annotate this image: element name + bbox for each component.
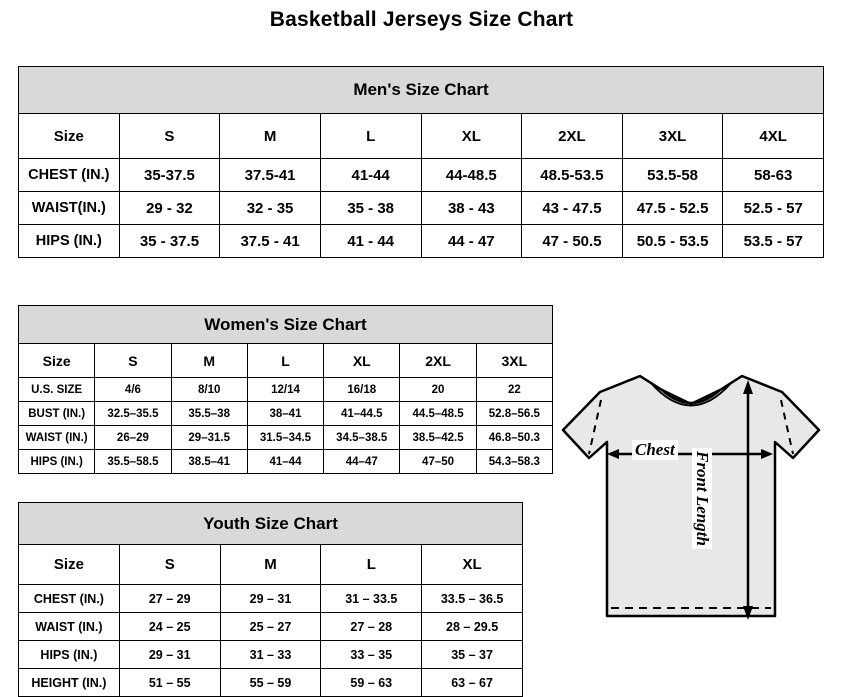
table-row bbox=[19, 159, 824, 192]
jersey-body-shape bbox=[563, 376, 819, 616]
table-cell: 59 – 63 bbox=[321, 669, 422, 697]
table-cell: 24 – 25 bbox=[119, 613, 220, 641]
row-label: HIPS (IN.) bbox=[19, 641, 120, 669]
table-cell: 38.5–41 bbox=[171, 450, 247, 474]
table-cell: 29–31.5 bbox=[171, 426, 247, 450]
youth-size-chart-section bbox=[18, 502, 523, 697]
mens-size-chart-section bbox=[18, 66, 824, 258]
row-label: HIPS (IN.) bbox=[19, 450, 95, 474]
table-row bbox=[19, 402, 553, 426]
table-caption-row bbox=[19, 67, 824, 114]
table-cell: 29 – 31 bbox=[220, 585, 321, 613]
row-label: BUST (IN.) bbox=[19, 402, 95, 426]
table-cell: 28 – 29.5 bbox=[422, 613, 523, 641]
column-header: L bbox=[247, 344, 323, 378]
table-cell: 54.3–58.3 bbox=[476, 450, 552, 474]
row-label: HIPS (IN.) bbox=[19, 225, 120, 258]
column-header: M bbox=[171, 344, 247, 378]
column-header: 3XL bbox=[622, 114, 723, 159]
mens-size-chart-table bbox=[18, 66, 824, 258]
table-cell: 29 - 32 bbox=[119, 192, 220, 225]
table-cell: 35-37.5 bbox=[119, 159, 220, 192]
front-length-label: Front Length bbox=[692, 448, 712, 549]
row-label: CHEST (IN.) bbox=[19, 159, 120, 192]
chest-label: Chest bbox=[632, 440, 678, 460]
table-cell: 44 - 47 bbox=[421, 225, 522, 258]
table-cell: 55 – 59 bbox=[220, 669, 321, 697]
column-header: S bbox=[95, 344, 171, 378]
table-cell: 33 – 35 bbox=[321, 641, 422, 669]
column-header: M bbox=[220, 545, 321, 585]
table-cell: 52.5 - 57 bbox=[723, 192, 824, 225]
table-cell: 47 - 50.5 bbox=[522, 225, 623, 258]
row-label: U.S. SIZE bbox=[19, 378, 95, 402]
table-header-row bbox=[19, 344, 553, 378]
row-label: CHEST (IN.) bbox=[19, 585, 120, 613]
jersey-measurement-diagram bbox=[545, 358, 835, 658]
table-cell: 44–47 bbox=[324, 450, 400, 474]
table-row bbox=[19, 641, 523, 669]
row-label: WAIST (IN.) bbox=[19, 613, 120, 641]
mens-chart-caption: Men's Size Chart bbox=[19, 67, 824, 114]
column-header: Size bbox=[19, 344, 95, 378]
table-cell: 48.5-53.5 bbox=[522, 159, 623, 192]
table-cell: 35.5–38 bbox=[171, 402, 247, 426]
table-cell: 47.5 - 52.5 bbox=[622, 192, 723, 225]
table-cell: 22 bbox=[476, 378, 552, 402]
table-cell: 35 - 38 bbox=[320, 192, 421, 225]
table-cell: 41-44 bbox=[320, 159, 421, 192]
table-cell: 35 - 37.5 bbox=[119, 225, 220, 258]
table-cell: 12/14 bbox=[247, 378, 323, 402]
table-row bbox=[19, 585, 523, 613]
table-cell: 37.5-41 bbox=[220, 159, 321, 192]
womens-size-chart-table bbox=[18, 305, 553, 474]
table-cell: 44-48.5 bbox=[421, 159, 522, 192]
table-row bbox=[19, 225, 824, 258]
table-row bbox=[19, 450, 553, 474]
table-cell: 34.5–38.5 bbox=[324, 426, 400, 450]
column-header: 4XL bbox=[723, 114, 824, 159]
table-cell: 33.5 – 36.5 bbox=[422, 585, 523, 613]
table-cell: 58-63 bbox=[723, 159, 824, 192]
table-cell: 29 – 31 bbox=[119, 641, 220, 669]
table-row bbox=[19, 378, 553, 402]
column-header: L bbox=[321, 545, 422, 585]
table-cell: 16/18 bbox=[324, 378, 400, 402]
column-header: 2XL bbox=[522, 114, 623, 159]
table-cell: 32.5–35.5 bbox=[95, 402, 171, 426]
table-cell: 35 – 37 bbox=[422, 641, 523, 669]
table-cell: 4/6 bbox=[95, 378, 171, 402]
table-cell: 27 – 29 bbox=[119, 585, 220, 613]
table-row bbox=[19, 426, 553, 450]
table-cell: 31 – 33.5 bbox=[321, 585, 422, 613]
table-cell: 37.5 - 41 bbox=[220, 225, 321, 258]
table-cell: 53.5-58 bbox=[622, 159, 723, 192]
table-cell: 51 – 55 bbox=[119, 669, 220, 697]
table-cell: 20 bbox=[400, 378, 476, 402]
table-cell: 63 – 67 bbox=[422, 669, 523, 697]
table-cell: 38–41 bbox=[247, 402, 323, 426]
table-caption-row bbox=[19, 503, 523, 545]
table-cell: 38.5–42.5 bbox=[400, 426, 476, 450]
table-cell: 52.8–56.5 bbox=[476, 402, 552, 426]
table-cell: 25 – 27 bbox=[220, 613, 321, 641]
table-row bbox=[19, 192, 824, 225]
column-header: Size bbox=[19, 114, 120, 159]
table-cell: 27 – 28 bbox=[321, 613, 422, 641]
table-cell: 32 - 35 bbox=[220, 192, 321, 225]
table-header-row bbox=[19, 114, 824, 159]
table-row bbox=[19, 613, 523, 641]
table-row bbox=[19, 669, 523, 697]
column-header: L bbox=[320, 114, 421, 159]
table-cell: 47–50 bbox=[400, 450, 476, 474]
table-cell: 26–29 bbox=[95, 426, 171, 450]
page-title: Basketball Jerseys Size Chart bbox=[269, 8, 574, 31]
column-header: Size bbox=[19, 545, 120, 585]
table-cell: 43 - 47.5 bbox=[522, 192, 623, 225]
column-header: XL bbox=[421, 114, 522, 159]
womens-chart-caption: Women's Size Chart bbox=[19, 306, 553, 344]
table-cell: 53.5 - 57 bbox=[723, 225, 824, 258]
row-label: WAIST (IN.) bbox=[19, 426, 95, 450]
table-cell: 8/10 bbox=[171, 378, 247, 402]
table-cell: 31.5–34.5 bbox=[247, 426, 323, 450]
column-header: XL bbox=[324, 344, 400, 378]
column-header: M bbox=[220, 114, 321, 159]
column-header: 2XL bbox=[400, 344, 476, 378]
table-caption-row bbox=[19, 306, 553, 344]
table-header-row bbox=[19, 545, 523, 585]
column-header: XL bbox=[422, 545, 523, 585]
table-cell: 41 - 44 bbox=[320, 225, 421, 258]
table-cell: 38 - 43 bbox=[421, 192, 522, 225]
table-cell: 44.5–48.5 bbox=[400, 402, 476, 426]
table-cell: 50.5 - 53.5 bbox=[622, 225, 723, 258]
column-header: S bbox=[119, 114, 220, 159]
column-header: S bbox=[119, 545, 220, 585]
row-label: HEIGHT (IN.) bbox=[19, 669, 120, 697]
table-cell: 41–44.5 bbox=[324, 402, 400, 426]
youth-size-chart-table bbox=[18, 502, 523, 697]
table-cell: 35.5–58.5 bbox=[95, 450, 171, 474]
youth-chart-caption: Youth Size Chart bbox=[19, 503, 523, 545]
table-cell: 31 – 33 bbox=[220, 641, 321, 669]
row-label: WAIST(IN.) bbox=[19, 192, 120, 225]
table-cell: 41–44 bbox=[247, 450, 323, 474]
column-header: 3XL bbox=[476, 344, 552, 378]
womens-size-chart-section bbox=[18, 305, 553, 474]
table-cell: 46.8–50.3 bbox=[476, 426, 552, 450]
